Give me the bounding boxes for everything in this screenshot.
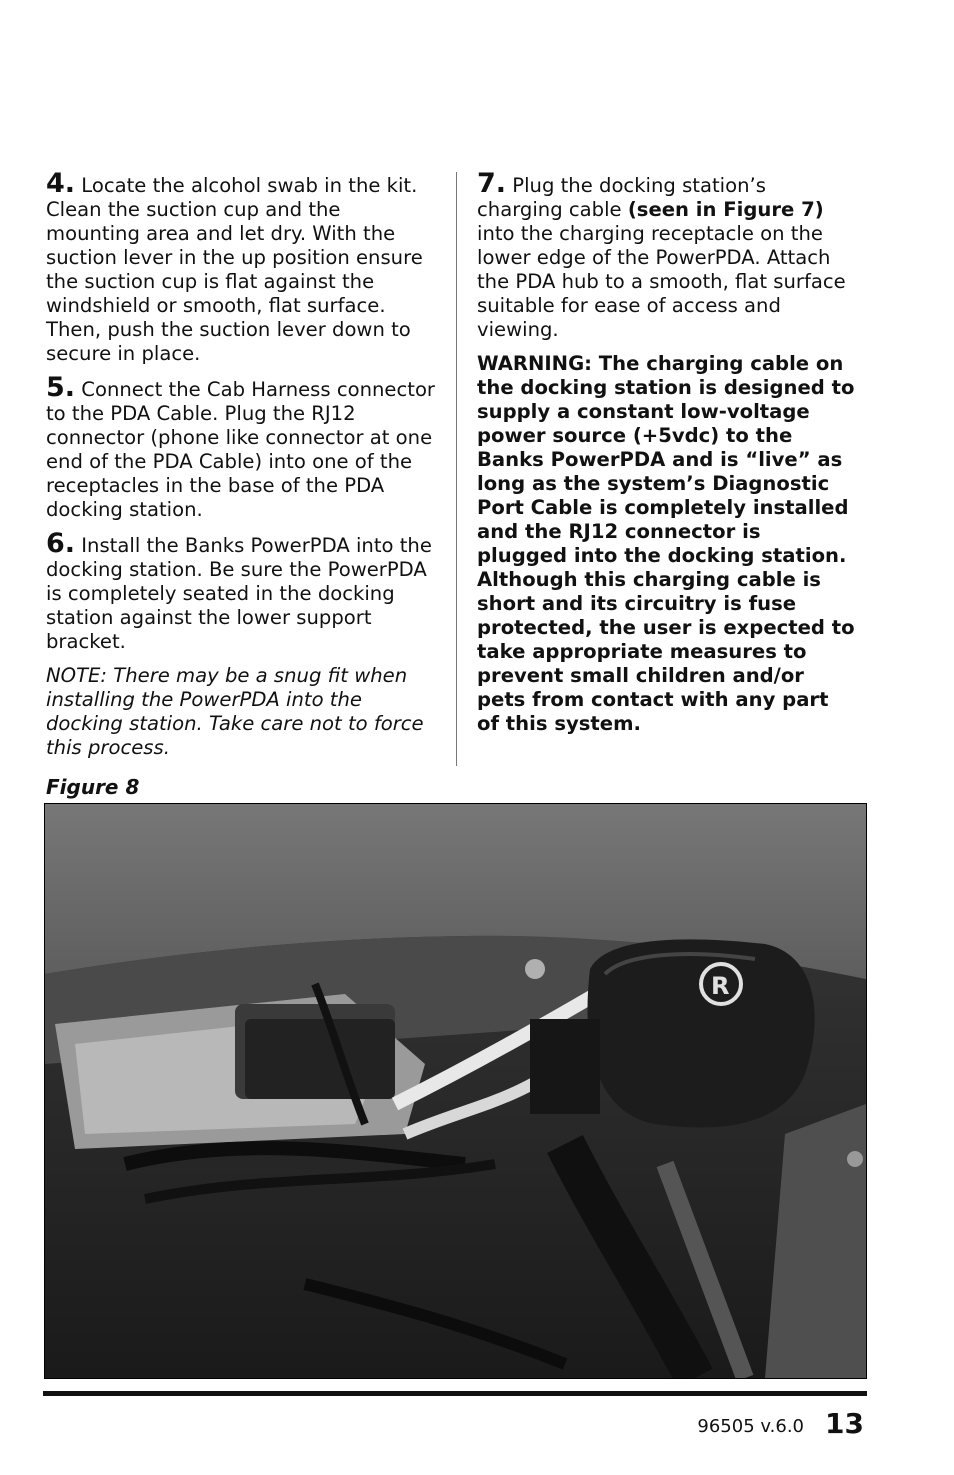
step-7 (477, 168, 857, 342)
step-number: 5. (46, 372, 76, 403)
docking-station (588, 939, 815, 1127)
step-number: 7. (477, 168, 507, 199)
figure-8-photo (44, 803, 867, 1379)
step-4 (46, 168, 438, 366)
step-text: Locate the alcohol swab in the kit. Clean the suction cup and the mounting area and let dry. With the suction lever in the up position ensure the suction cup is flat against the windshield or smooth, flat surface. Then, push the suction lever down to secure in place. (46, 174, 423, 365)
step-6 (46, 528, 438, 654)
page-number: 13 (825, 1407, 864, 1440)
step-text: Install the Banks PowerPDA into the docking station. Be sure the PowerPDA is completely seated in the docking station against the lower support bracket. (46, 534, 432, 653)
step-text: Plug the docking station’s charging cable (477, 174, 766, 221)
step-text-continued: into the charging receptacle on the lower edge of the PowerPDA. Attach the PDA hub to a smooth, flat surface suitable for ease of access and viewing. (477, 222, 846, 341)
note-text: NOTE: There may be a snug fit when installing the PowerPDA into the docking station. Take care not to force this process. (46, 664, 424, 759)
footer-rule (43, 1391, 867, 1396)
svg-text:R: R (711, 972, 730, 1000)
left-column (46, 168, 438, 760)
right-column (477, 168, 857, 736)
step-text: Connect the Cab Harness connector to the PDA Cable. Plug the RJ12 connector (phone like connector at one end of the PDA Cable) into one of the receptacles in the base of the PDA docking station. (46, 378, 435, 521)
warning-text: WARNING: The charging cable on the docking station is designed to supply a constant low-voltage power source (+5vdc) to the Banks PowerPDA and is “live” as long as the system’s Diagnostic Port Cable is completely installed and the RJ12 connector is plugged into the docking station. Although this charging cable is short and its circuitry is fuse protected, the user is expected to take appropriate measures to prevent small children and/or pets from contact with any part of this system. (477, 352, 855, 735)
step-number: 4. (46, 168, 76, 199)
column-divider (456, 172, 457, 766)
step-number: 6. (46, 528, 76, 559)
step-5 (46, 372, 438, 522)
photo-illustration (45, 804, 866, 1378)
figure-reference: (seen in Figure 7) (627, 198, 824, 221)
document-number: 96505 v.6.0 (697, 1416, 804, 1437)
figure-caption: Figure 8 (46, 775, 140, 799)
